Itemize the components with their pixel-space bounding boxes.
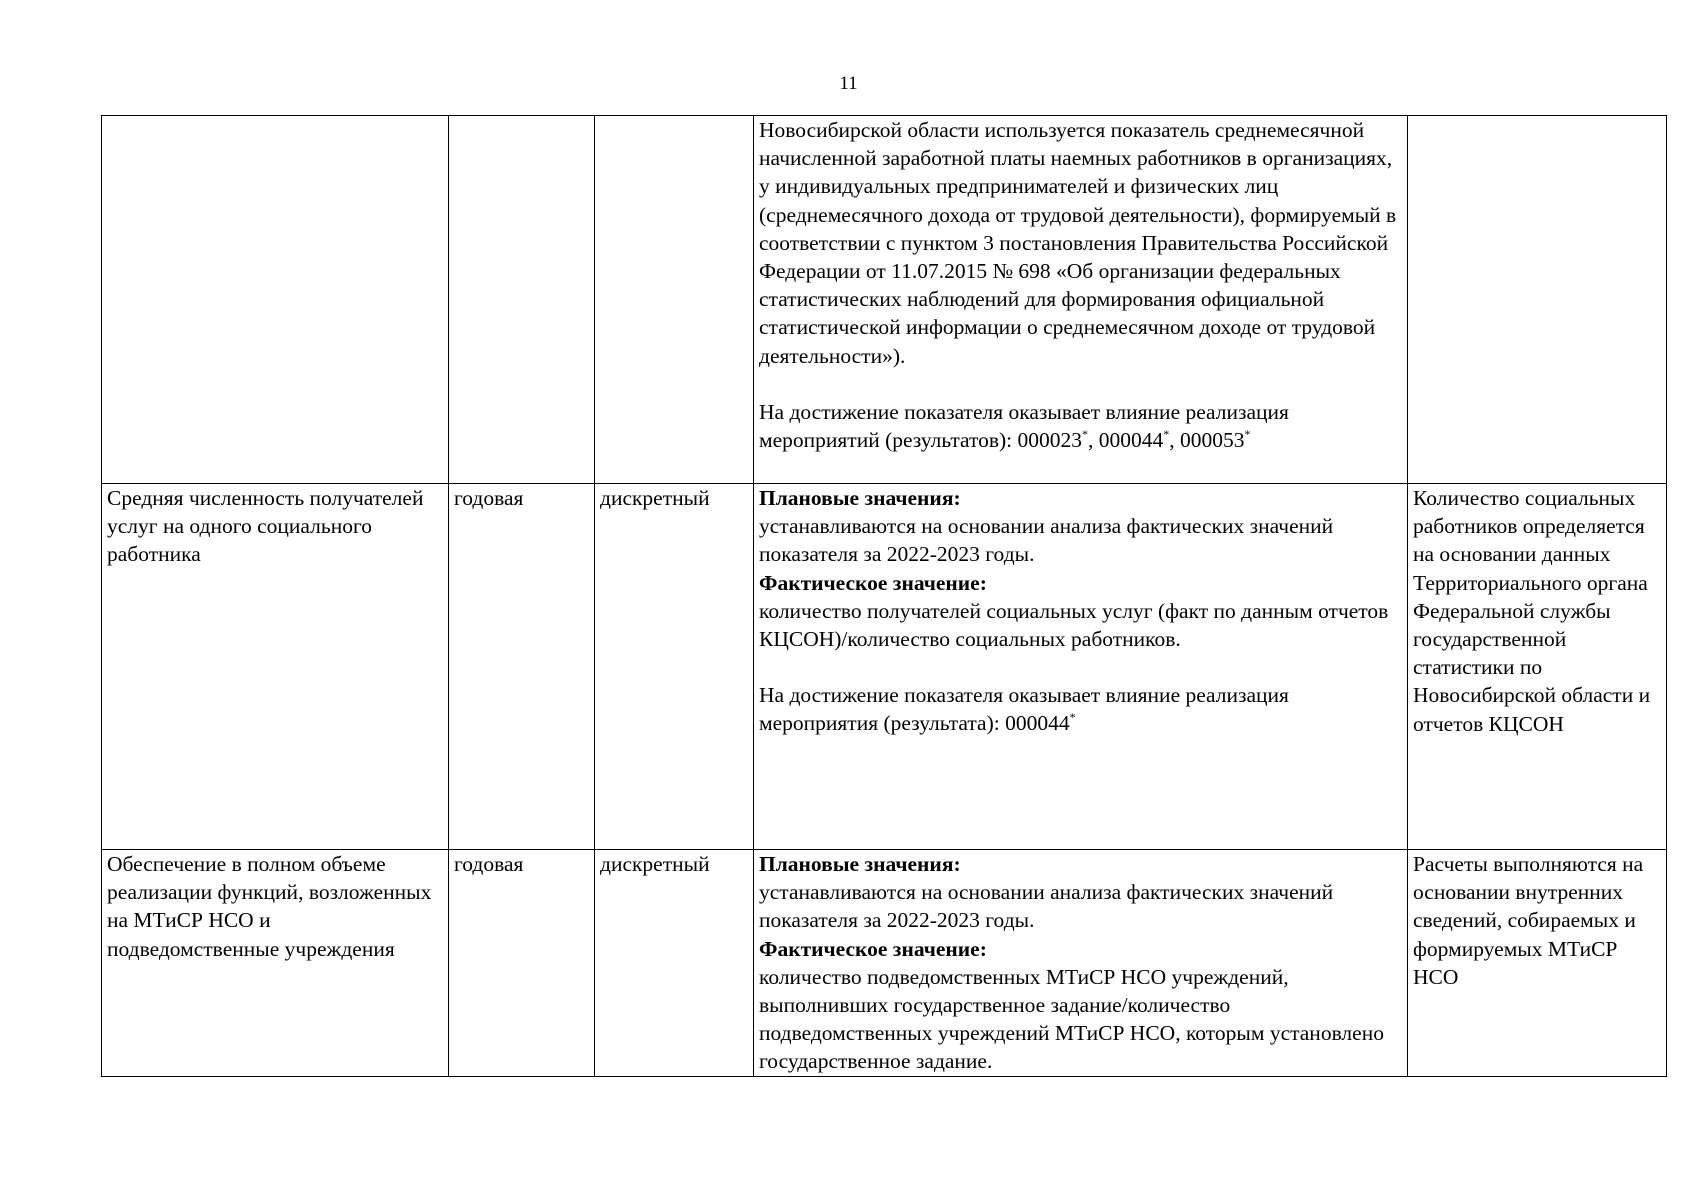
periodicity-cell: годовая: [449, 850, 595, 1077]
page-number: 11: [839, 73, 858, 94]
indicator-type-cell: [595, 116, 754, 484]
periodicity-cell: [449, 116, 595, 484]
influence-text: На достижение показателя оказывает влияние реализация мероприятий (результатов): 000023*, 000044*, 000053*: [759, 399, 1289, 453]
indicator-name-cell: [102, 116, 449, 484]
planned-label: Плановые значения:: [759, 486, 961, 510]
indicator-type-cell: дискретный: [595, 850, 754, 1077]
source-cell: [1408, 116, 1667, 484]
table-row: [102, 116, 1667, 484]
table-row: [102, 484, 1667, 850]
actual-text: количество подведомственных МТиСР НСО учреждений, выполнивших государственное задание/количество подведомственных учреждений МТиСР НСО, которым установлено государственное задание.: [759, 964, 1384, 1074]
actual-text: количество получателей социальных услуг (факт по данным отчетов КЦСОН)/количество социальных работников.: [759, 598, 1389, 652]
method-cell: [754, 850, 1408, 1077]
source-cell: Количество социальных работников определяется на основании данных Территориального органа Федеральной службы государственной статистики по Новосибирской области и отчетов КЦСОН: [1408, 484, 1667, 850]
planned-text: устанавливаются на основании анализа фактических значений показателя за 2022-2023 годы.: [759, 514, 1334, 567]
influence-text: На достижение показателя оказывает влияние реализация мероприятия (результата): 000044*: [759, 683, 1289, 736]
indicator-table: [101, 115, 1667, 1077]
periodicity-cell: годовая: [449, 484, 595, 850]
indicator-type-cell: дискретный: [595, 484, 754, 850]
table-row: [102, 850, 1667, 1077]
method-text: Новосибирской области используется показатель среднемесячной начисленной заработной платы наемных работников в организациях, у индивидуальных предпринимателей и физических лиц (среднемесячного дохода от трудовой деятельности), формируемый в соответствии с пунктом 3 постановления Правительства Российской Федерации от 11.07.2015 № 698 «Об организации федеральных статистических наблюдений для формирования официальной статистической информации о среднемесячном доходе от трудовой деятельности»).: [759, 118, 1397, 368]
method-cell: [754, 484, 1408, 850]
planned-label: Плановые значения:: [759, 852, 961, 876]
actual-label: Фактическое значение:: [759, 936, 987, 961]
planned-text: устанавливаются на основании анализа фактических значений показателя за 2022-2023 годы.: [759, 880, 1334, 933]
source-cell: Расчеты выполняются на основании внутренних сведений, собираемых и формируемых МТиСР НСО: [1408, 850, 1667, 1077]
indicator-name-cell: Средняя численность получателей услуг на одного социального работника: [102, 484, 449, 850]
method-cell: [754, 116, 1408, 484]
actual-label: Фактическое значение:: [759, 570, 987, 595]
indicator-name-cell: Обеспечение в полном объеме реализации функций, возложенных на МТиСР НСО и подведомственные учреждения: [102, 850, 449, 1077]
